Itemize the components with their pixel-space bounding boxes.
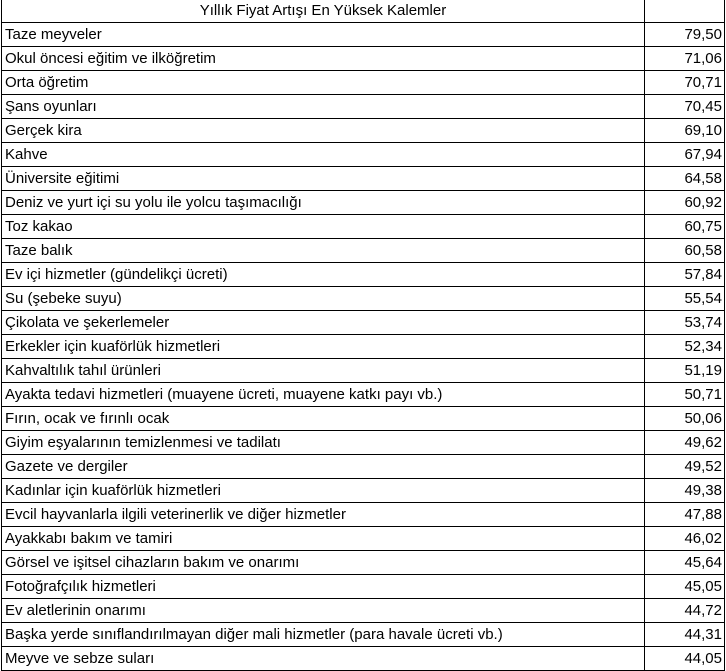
table-body bbox=[2, 0, 725, 671]
item-value-cell[interactable]: 69,10 bbox=[645, 119, 725, 143]
item-value-cell[interactable]: 45,64 bbox=[645, 551, 725, 575]
table-row bbox=[2, 623, 725, 647]
item-value-cell[interactable]: 49,38 bbox=[645, 479, 725, 503]
table-row bbox=[2, 191, 725, 215]
item-name-cell[interactable]: Evcil hayvanlarla ilgili veterinerlik ve diğer hizmetler bbox=[2, 503, 645, 527]
item-name-cell[interactable]: Okul öncesi eğitim ve ilköğretim bbox=[2, 47, 645, 71]
item-value-cell[interactable]: 47,88 bbox=[645, 503, 725, 527]
item-value-cell[interactable]: 79,50 bbox=[645, 23, 725, 47]
item-name-cell[interactable]: Şans oyunları bbox=[2, 95, 645, 119]
table-row bbox=[2, 527, 725, 551]
item-name-cell[interactable]: Orta öğretim bbox=[2, 71, 645, 95]
item-value-cell[interactable]: 57,84 bbox=[645, 263, 725, 287]
item-value-cell[interactable]: 70,71 bbox=[645, 71, 725, 95]
table-row bbox=[2, 479, 725, 503]
item-value-cell[interactable]: 44,72 bbox=[645, 599, 725, 623]
item-name-cell[interactable]: Kahvaltılık tahıl ürünleri bbox=[2, 359, 645, 383]
table-row bbox=[2, 311, 725, 335]
item-name-cell[interactable]: Giyim eşyalarının temizlenmesi ve tadilatı bbox=[2, 431, 645, 455]
table-row bbox=[2, 431, 725, 455]
item-value-cell[interactable]: 71,06 bbox=[645, 47, 725, 71]
table-row bbox=[2, 143, 725, 167]
item-name-cell[interactable]: Başka yerde sınıflandırılmayan diğer mali hizmetler (para havale ücreti vb.) bbox=[2, 623, 645, 647]
item-value-cell[interactable]: 45,05 bbox=[645, 575, 725, 599]
table-row bbox=[2, 215, 725, 239]
item-name-cell[interactable]: Ev aletlerinin onarımı bbox=[2, 599, 645, 623]
item-name-cell[interactable]: Fotoğrafçılık hizmetleri bbox=[2, 575, 645, 599]
item-value-cell[interactable]: 70,45 bbox=[645, 95, 725, 119]
table-row bbox=[2, 95, 725, 119]
item-value-cell[interactable]: 53,74 bbox=[645, 311, 725, 335]
item-name-cell[interactable]: Meyve ve sebze suları bbox=[2, 647, 645, 671]
item-value-cell[interactable]: 60,75 bbox=[645, 215, 725, 239]
item-value-cell[interactable]: 64,58 bbox=[645, 167, 725, 191]
table-row bbox=[2, 551, 725, 575]
item-value-cell[interactable]: 49,52 bbox=[645, 455, 725, 479]
item-value-cell[interactable]: 51,19 bbox=[645, 359, 725, 383]
item-value-cell[interactable]: 60,92 bbox=[645, 191, 725, 215]
item-value-cell[interactable]: 50,06 bbox=[645, 407, 725, 431]
item-name-cell[interactable]: Üniversite eğitimi bbox=[2, 167, 645, 191]
table-row bbox=[2, 359, 725, 383]
table-row bbox=[2, 503, 725, 527]
table-row bbox=[2, 599, 725, 623]
item-value-cell[interactable]: 44,31 bbox=[645, 623, 725, 647]
item-value-cell[interactable]: 46,02 bbox=[645, 527, 725, 551]
item-name-cell[interactable]: Ayakkabı bakım ve tamiri bbox=[2, 527, 645, 551]
table-row bbox=[2, 335, 725, 359]
table-row bbox=[2, 383, 725, 407]
table-header-row bbox=[2, 0, 725, 23]
item-name-cell[interactable]: Çikolata ve şekerlemeler bbox=[2, 311, 645, 335]
table-row bbox=[2, 263, 725, 287]
item-name-cell[interactable]: Taze meyveler bbox=[2, 23, 645, 47]
item-value-cell[interactable]: 49,62 bbox=[645, 431, 725, 455]
item-value-cell[interactable]: 52,34 bbox=[645, 335, 725, 359]
item-name-cell[interactable]: Ev içi hizmetler (gündelikçi ücreti) bbox=[2, 263, 645, 287]
item-name-cell[interactable]: Toz kakao bbox=[2, 215, 645, 239]
table-row bbox=[2, 287, 725, 311]
item-name-cell[interactable]: Gerçek kira bbox=[2, 119, 645, 143]
table-row bbox=[2, 71, 725, 95]
item-name-cell[interactable]: Taze balık bbox=[2, 239, 645, 263]
table-row bbox=[2, 167, 725, 191]
item-name-cell[interactable]: Kadınlar için kuaförlük hizmetleri bbox=[2, 479, 645, 503]
item-value-cell[interactable]: 55,54 bbox=[645, 287, 725, 311]
header-empty-cell[interactable] bbox=[645, 0, 725, 23]
item-name-cell[interactable]: Görsel ve işitsel cihazların bakım ve onarımı bbox=[2, 551, 645, 575]
table-row bbox=[2, 407, 725, 431]
table-row bbox=[2, 47, 725, 71]
table-row bbox=[2, 455, 725, 479]
item-name-cell[interactable]: Kahve bbox=[2, 143, 645, 167]
item-name-cell[interactable]: Su (şebeke suyu) bbox=[2, 287, 645, 311]
item-value-cell[interactable]: 60,58 bbox=[645, 239, 725, 263]
item-value-cell[interactable]: 44,05 bbox=[645, 647, 725, 671]
table-row bbox=[2, 575, 725, 599]
item-name-cell[interactable]: Ayakta tedavi hizmetleri (muayene ücreti, muayene katkı payı vb.) bbox=[2, 383, 645, 407]
table-row bbox=[2, 239, 725, 263]
item-value-cell[interactable]: 50,71 bbox=[645, 383, 725, 407]
price-increase-table bbox=[1, 0, 725, 671]
item-name-cell[interactable]: Fırın, ocak ve fırınlı ocak bbox=[2, 407, 645, 431]
item-name-cell[interactable]: Gazete ve dergiler bbox=[2, 455, 645, 479]
item-name-cell[interactable]: Erkekler için kuaförlük hizmetleri bbox=[2, 335, 645, 359]
table-title[interactable]: Yıllık Fiyat Artışı En Yüksek Kalemler bbox=[2, 0, 645, 23]
table-row bbox=[2, 23, 725, 47]
item-name-cell[interactable]: Deniz ve yurt içi su yolu ile yolcu taşımacılığı bbox=[2, 191, 645, 215]
table-row bbox=[2, 647, 725, 671]
table-row bbox=[2, 119, 725, 143]
item-value-cell[interactable]: 67,94 bbox=[645, 143, 725, 167]
